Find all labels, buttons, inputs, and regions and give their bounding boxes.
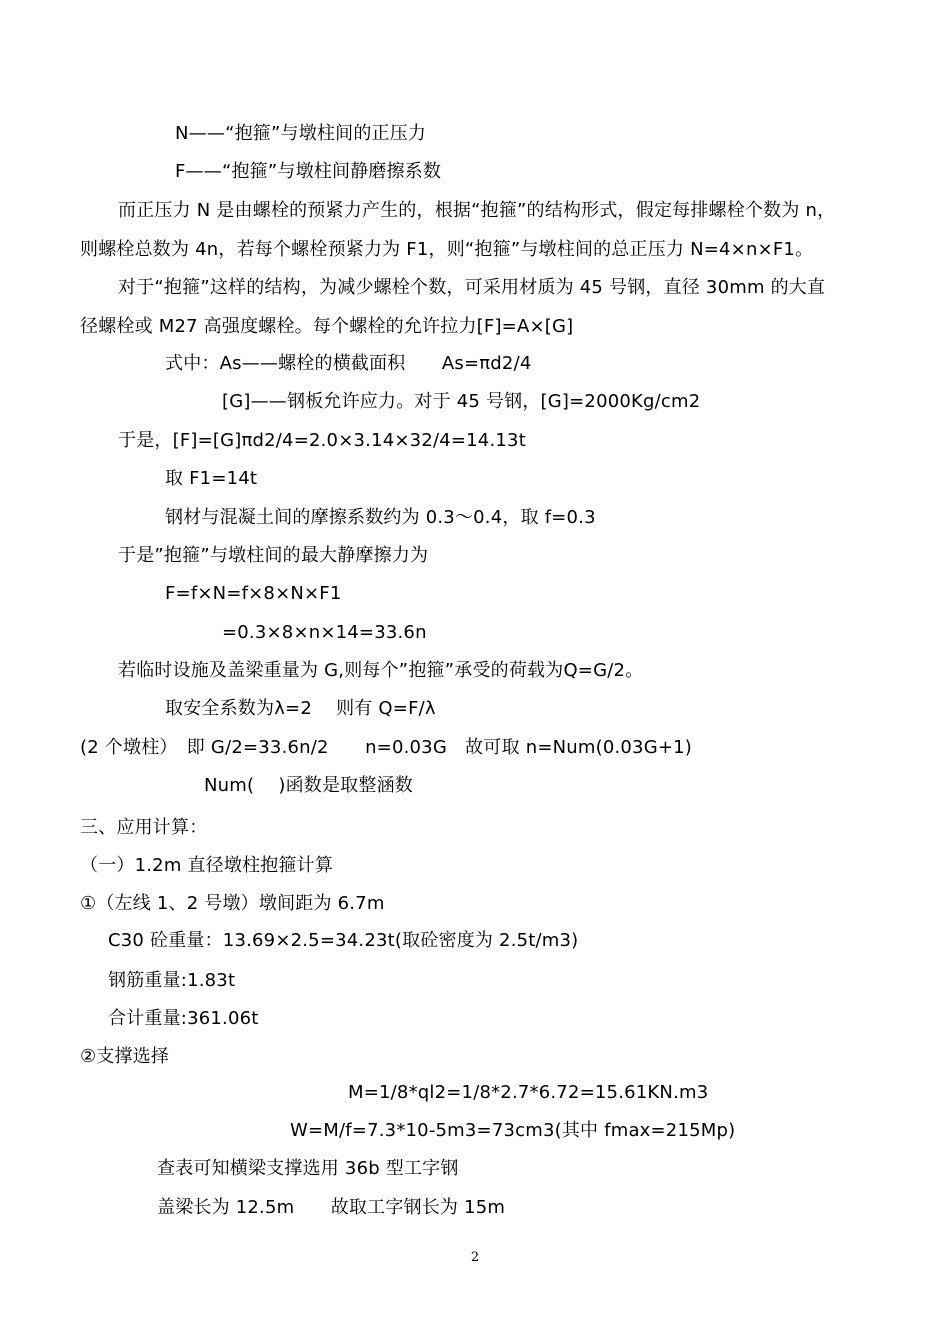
text-line-22: C30 砼重量：13.69×2.5=34.23t(取砼密度为 2.5t/m3) <box>108 930 579 951</box>
text-line-18: Num( )函数是取整涵数 <box>204 775 413 796</box>
text-line-25: ②支撑选择 <box>80 1046 170 1067</box>
text-line-15: 若临时设施及盖梁重量为 G,则每个”抱箍”承受的荷载为Q=G/2。 <box>118 660 644 681</box>
page-number: 2 <box>470 1250 480 1265</box>
text-line-5: 对于“抱箍”这样的结构，为减少螺栓个数，可采用材质为 45 号钢，直径 30mm 的大直 <box>118 277 826 298</box>
text-line-6: 径螺栓或 M27 高强度螺栓。每个螺栓的允许拉力[F]=A×[G] <box>80 316 574 337</box>
text-line-7: 式中：As——螺栓的横截面积 As=πd2/4 <box>165 353 532 374</box>
text-line-2: F——“抱箍”与墩柱间静磨擦系数 <box>175 161 442 182</box>
formula-section-modulus: W=M/f=7.3*10-5m3=73cm3(其中 fmax=215Mp) <box>290 1120 736 1141</box>
text-line-4: 则螺栓总数为 4n，若每个螺栓预紧力为 F1，则“抱箍”与墩柱间的总正压力 N=4×n×F1。 <box>80 239 814 260</box>
text-line-8: [G]——钢板允许应力。对于 45 号钢，[G]=2000Kg/cm2 <box>222 391 701 412</box>
text-line-28: 查表可知横梁支撑选用 36b 型工字钢 <box>157 1158 459 1179</box>
section-heading: 三、应用计算： <box>80 817 208 838</box>
formula-moment: M=1/8*ql2=1/8*2.7*6.72=15.61KN.m3 <box>348 1082 709 1103</box>
text-line-24: 合计重量:361.06t <box>108 1008 259 1029</box>
text-line-3: 而正压力 N 是由螺栓的预紧力产生的，根据“抱箍”的结构形式，假定每排螺栓个数为 n， <box>118 200 836 221</box>
text-line-12: 于是”抱箍”与墩柱间的最大静摩擦力为 <box>118 545 429 566</box>
text-line-13: F=f×N=f×8×N×F1 <box>165 583 342 604</box>
text-line-11: 钢材与混凝土间的摩擦系数约为 0.3～0.4，取 f=0.3 <box>165 507 596 528</box>
text-line-16: 取安全系数为λ=2 则有 Q=F/λ <box>165 698 436 719</box>
text-line-9: 于是，[F]=[G]πd2/4=2.0×3.14×32/4=14.13t <box>118 430 526 451</box>
text-line-1: N——“抱箍”与墩柱间的正压力 <box>175 123 427 144</box>
text-line-10: 取 F1=14t <box>165 468 258 489</box>
text-line-17: (2 个墩柱） 即 G/2=33.6n/2 n=0.03G 故可取 n=Num(0.03G+1) <box>80 737 693 758</box>
text-line-14: =0.3×8×n×14=33.6n <box>222 622 427 643</box>
subsection-heading: （一）1.2m 直径墩柱抱箍计算 <box>80 855 334 876</box>
text-line-21: ①（左线 1、2 号墩）墩间距为 6.7m <box>80 893 385 914</box>
text-line-29: 盖梁长为 12.5m 故取工字钢长为 15m <box>157 1197 506 1218</box>
text-line-23: 钢筋重量:1.83t <box>108 970 236 991</box>
